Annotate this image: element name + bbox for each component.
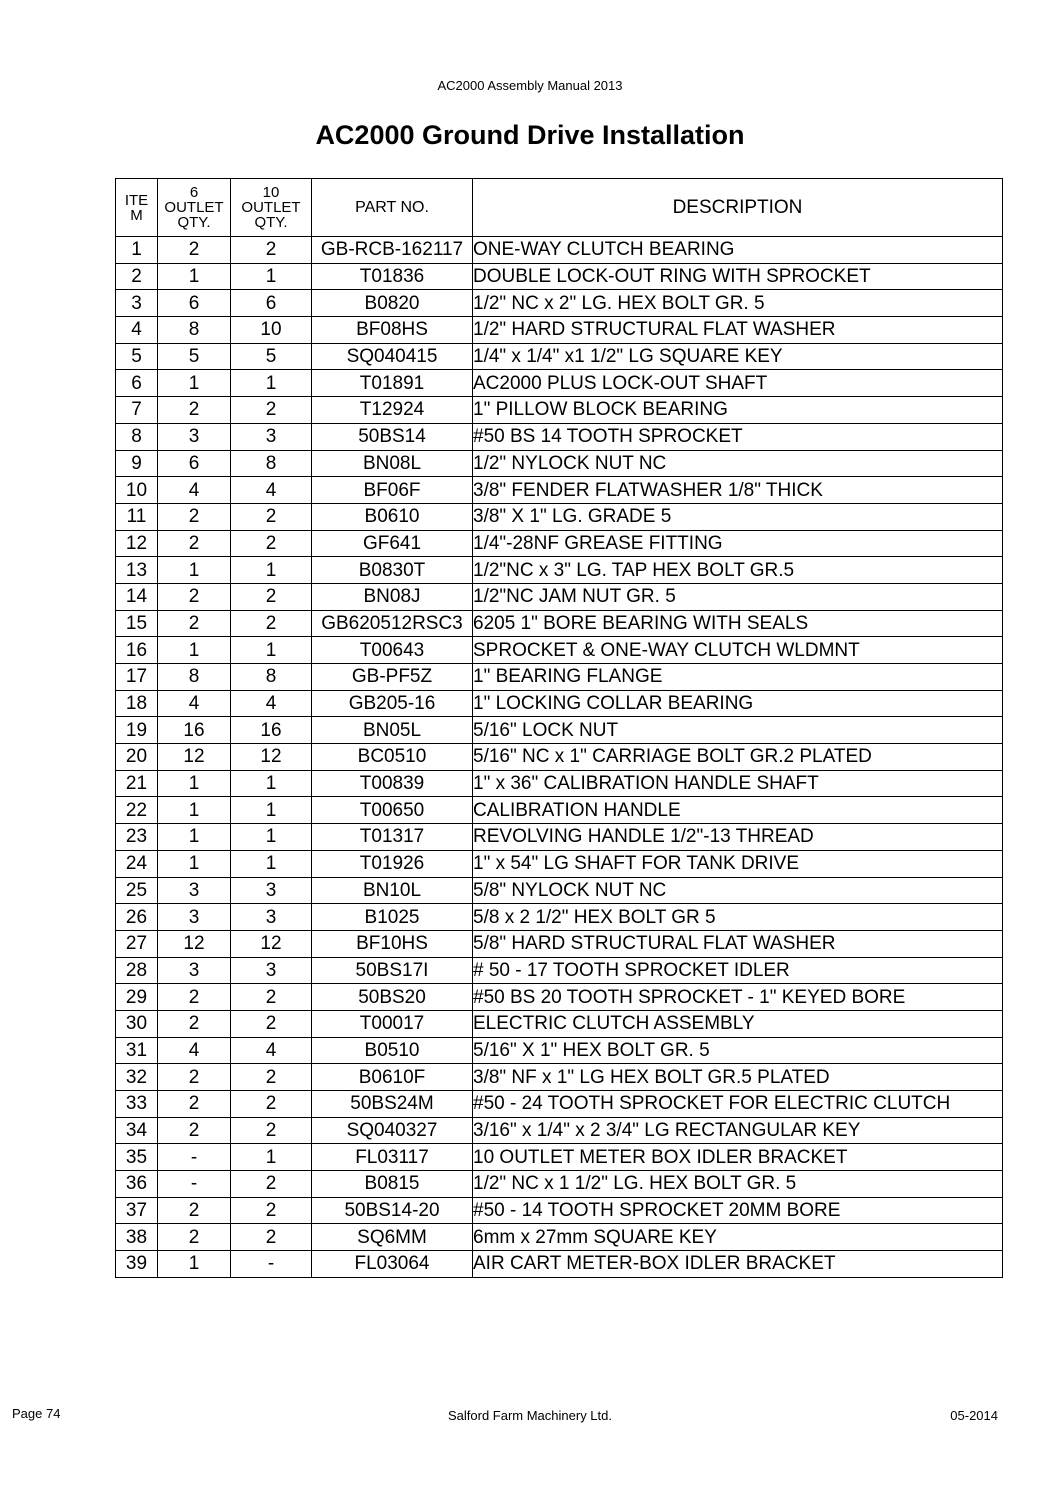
item-cell: 10 [116,477,158,504]
table-row [116,690,1003,717]
item-column-header [116,179,158,237]
qty6-header-line: 6 [189,184,199,201]
table-row [116,637,1003,664]
parts-table [115,178,1003,1278]
description-cell: 5/16" LOCK NUT [473,717,1003,744]
description-cell: 5/8 x 2 1/2" HEX BOLT GR 5 [473,904,1003,931]
qty10-cell: 1 [231,797,312,824]
qty6-header-line: OUTLET [164,199,224,216]
item-cell: 25 [116,877,158,904]
qty6-cell: 3 [158,423,231,450]
part-no-cell: T12924 [312,397,473,424]
part-no-cell: T01926 [312,850,473,877]
qty10-cell: 2 [231,984,312,1011]
item-cell: 13 [116,557,158,584]
item-cell: 30 [116,1010,158,1037]
table-row [116,984,1003,1011]
qty6-cell: 2 [158,1197,231,1224]
part-no-cell: T01891 [312,370,473,397]
part-no-cell: BN08J [312,583,473,610]
item-cell: 15 [116,610,158,637]
description-cell: 6mm x 27mm SQUARE KEY [473,1224,1003,1251]
description-column-header: DESCRIPTION [473,179,1003,237]
item-cell: 12 [116,530,158,557]
qty6-cell: 5 [158,343,231,370]
qty6-cell: - [158,1144,231,1171]
part-no-cell: GF641 [312,530,473,557]
part-no-cell: BF08HS [312,317,473,344]
item-cell: 17 [116,664,158,691]
part-no-cell: BN08L [312,450,473,477]
description-cell: 3/16" x 1/4" x 2 3/4" LG RECTANGULAR KEY [473,1117,1003,1144]
qty6-cell: 16 [158,717,231,744]
part-no-cell: 50BS17I [312,957,473,984]
part-no-cell: FL03117 [312,1144,473,1171]
item-cell: 23 [116,824,158,851]
qty6-cell: 6 [158,450,231,477]
part-no-cell: SQ040327 [312,1117,473,1144]
qty10-cell: 3 [231,877,312,904]
description-cell: 1/2"NC JAM NUT GR. 5 [473,583,1003,610]
qty10-column-header [231,179,312,237]
qty10-cell: 2 [231,610,312,637]
page-number: Page 74 [12,1406,61,1421]
item-cell: 16 [116,637,158,664]
table-row [116,503,1003,530]
qty6-cell: 2 [158,1064,231,1091]
item-cell: 32 [116,1064,158,1091]
qty6-cell: 1 [158,1251,231,1278]
item-cell: 20 [116,744,158,771]
description-cell: 3/8" X 1" LG. GRADE 5 [473,503,1003,530]
qty10-cell: - [231,1251,312,1278]
manual-header: AC2000 Assembly Manual 2013 [437,78,623,93]
item-cell: 2 [116,263,158,290]
table-row [116,904,1003,931]
qty6-cell: 2 [158,583,231,610]
table-row [116,797,1003,824]
qty10-cell: 1 [231,370,312,397]
qty6-cell: 4 [158,690,231,717]
part-no-cell: B0830T [312,557,473,584]
part-no-cell: 50BS14-20 [312,1197,473,1224]
item-cell: 28 [116,957,158,984]
qty6-cell: 1 [158,263,231,290]
qty6-cell: 3 [158,877,231,904]
description-cell: DOUBLE LOCK-OUT RING WITH SPROCKET [473,263,1003,290]
item-cell: 35 [116,1144,158,1171]
table-row [116,477,1003,504]
description-cell: 1" PILLOW BLOCK BEARING [473,397,1003,424]
table-row [116,530,1003,557]
description-cell: 5/16" NC x 1" CARRIAGE BOLT GR.2 PLATED [473,744,1003,771]
qty6-cell: 1 [158,797,231,824]
item-cell: 22 [116,797,158,824]
part-no-cell: T00017 [312,1010,473,1037]
qty10-cell: 2 [231,503,312,530]
revision-date: 05-2014 [950,1408,998,1423]
description-cell: AIR CART METER-BOX IDLER BRACKET [473,1251,1003,1278]
qty10-cell: 8 [231,450,312,477]
qty10-cell: 1 [231,637,312,664]
item-cell: 21 [116,770,158,797]
item-cell: 14 [116,583,158,610]
part-no-cell: SQ6MM [312,1224,473,1251]
qty10-cell: 1 [231,824,312,851]
description-cell: 1/2" HARD STRUCTURAL FLAT WASHER [473,317,1003,344]
item-header-line: M [130,206,143,224]
description-cell: 3/8" FENDER FLATWASHER 1/8" THICK [473,477,1003,504]
table-row [116,290,1003,317]
qty6-cell: 4 [158,477,231,504]
description-cell: 1/2" NC x 1 1/2" LG. HEX BOLT GR. 5 [473,1171,1003,1198]
part-no-cell: T00650 [312,797,473,824]
description-cell: 1/2"NC x 3" LG. TAP HEX BOLT GR.5 [473,557,1003,584]
table-row [116,744,1003,771]
qty10-cell: 2 [231,237,312,264]
table-row [116,1037,1003,1064]
qty6-cell: - [158,1171,231,1198]
item-cell: 7 [116,397,158,424]
description-cell: 5/8" HARD STRUCTURAL FLAT WASHER [473,930,1003,957]
description-cell: 10 OUTLET METER BOX IDLER BRACKET [473,1144,1003,1171]
table-header-row [116,179,1003,237]
qty10-cell: 12 [231,744,312,771]
table-row [116,877,1003,904]
description-cell: 1/4" x 1/4" x1 1/2" LG SQUARE KEY [473,343,1003,370]
part-no-cell: B0820 [312,290,473,317]
qty6-cell: 1 [158,370,231,397]
part-no-cell: 50BS24M [312,1091,473,1118]
part-no-cell: B0610F [312,1064,473,1091]
description-cell: 1/2" NC x 2" LG. HEX BOLT GR. 5 [473,290,1003,317]
table-row [116,557,1003,584]
item-cell: 18 [116,690,158,717]
page-title: AC2000 Ground Drive Installation [315,120,745,150]
table-row [116,450,1003,477]
qty10-cell: 2 [231,1117,312,1144]
table-row [116,717,1003,744]
part-no-cell: B0610 [312,503,473,530]
qty6-cell: 12 [158,744,231,771]
item-cell: 37 [116,1197,158,1224]
description-cell: 1" BEARING FLANGE [473,664,1003,691]
description-cell: #50 - 24 TOOTH SPROCKET FOR ELECTRIC CLUTCH [473,1091,1003,1118]
qty6-cell: 2 [158,237,231,264]
qty6-cell: 6 [158,290,231,317]
qty6-cell: 2 [158,1224,231,1251]
item-header-line: ITE [124,191,149,209]
table-row [116,664,1003,691]
item-cell: 5 [116,343,158,370]
part-no-cell: 50BS20 [312,984,473,1011]
qty6-cell: 1 [158,770,231,797]
part-no-cell: B0510 [312,1037,473,1064]
qty10-header-line: OUTLET [241,199,301,216]
item-cell: 9 [116,450,158,477]
table-row [116,1197,1003,1224]
part-no-cell: 50BS14 [312,423,473,450]
item-cell: 39 [116,1251,158,1278]
part-no-cell: T00839 [312,770,473,797]
description-cell: ELECTRIC CLUTCH ASSEMBLY [473,1010,1003,1037]
table-row [116,317,1003,344]
qty6-cell: 1 [158,557,231,584]
item-cell: 29 [116,984,158,1011]
item-cell: 6 [116,370,158,397]
qty6-cell: 2 [158,1117,231,1144]
qty10-cell: 2 [231,397,312,424]
description-cell: ONE-WAY CLUTCH BEARING [473,237,1003,264]
qty10-cell: 4 [231,1037,312,1064]
qty6-cell: 2 [158,984,231,1011]
description-cell: REVOLVING HANDLE 1/2"-13 THREAD [473,824,1003,851]
qty10-cell: 2 [231,1091,312,1118]
qty10-cell: 2 [231,1010,312,1037]
description-cell: 6205 1" BORE BEARING WITH SEALS [473,610,1003,637]
table-row [116,1091,1003,1118]
table-row [116,263,1003,290]
qty6-cell: 8 [158,317,231,344]
item-cell: 4 [116,317,158,344]
qty10-cell: 2 [231,1064,312,1091]
qty6-cell: 1 [158,637,231,664]
item-cell: 34 [116,1117,158,1144]
part-no-cell: GB205-16 [312,690,473,717]
qty6-cell: 2 [158,1010,231,1037]
qty6-column-header [158,179,231,237]
qty10-cell: 2 [231,583,312,610]
qty6-cell: 2 [158,503,231,530]
table-row [116,1171,1003,1198]
part-no-cell: BF10HS [312,930,473,957]
part-no-cell: SQ040415 [312,343,473,370]
part-no-column-header: PART NO. [312,179,473,237]
description-cell: 5/8" NYLOCK NUT NC [473,877,1003,904]
description-cell: SPROCKET & ONE-WAY CLUTCH WLDMNT [473,637,1003,664]
qty10-cell: 3 [231,904,312,931]
qty10-cell: 2 [231,530,312,557]
part-no-cell: BN10L [312,877,473,904]
company-name: Salford Farm Machinery Ltd. [447,1408,612,1423]
qty10-cell: 3 [231,423,312,450]
qty6-cell: 3 [158,957,231,984]
table-row [116,1144,1003,1171]
table-row [116,370,1003,397]
description-cell: CALIBRATION HANDLE [473,797,1003,824]
description-cell: #50 BS 14 TOOTH SPROCKET [473,423,1003,450]
table-row [116,957,1003,984]
table-row [116,343,1003,370]
item-cell: 26 [116,904,158,931]
qty6-cell: 1 [158,824,231,851]
qty10-cell: 1 [231,850,312,877]
qty10-cell: 1 [231,263,312,290]
item-cell: 31 [116,1037,158,1064]
table-row [116,610,1003,637]
qty10-cell: 2 [231,1224,312,1251]
table-row [116,1117,1003,1144]
qty10-cell: 1 [231,770,312,797]
item-cell: 3 [116,290,158,317]
part-no-cell: FL03064 [312,1251,473,1278]
item-cell: 1 [116,237,158,264]
item-cell: 36 [116,1171,158,1198]
qty10-cell: 8 [231,664,312,691]
part-no-cell: BF06F [312,477,473,504]
item-cell: 19 [116,717,158,744]
part-no-cell: BN05L [312,717,473,744]
qty6-cell: 2 [158,530,231,557]
qty6-cell: 2 [158,397,231,424]
item-cell: 38 [116,1224,158,1251]
part-no-cell: BC0510 [312,744,473,771]
description-cell: # 50 - 17 TOOTH SPROCKET IDLER [473,957,1003,984]
table-row [116,1224,1003,1251]
description-cell: 5/16" X 1" HEX BOLT GR. 5 [473,1037,1003,1064]
description-cell: #50 BS 20 TOOTH SPROCKET - 1" KEYED BORE [473,984,1003,1011]
part-no-cell: GB-RCB-162117 [312,237,473,264]
qty6-cell: 2 [158,1091,231,1118]
description-cell: 1" x 36" CALIBRATION HANDLE SHAFT [473,770,1003,797]
item-cell: 27 [116,930,158,957]
table-row [116,1010,1003,1037]
qty6-cell: 4 [158,1037,231,1064]
qty10-cell: 1 [231,1144,312,1171]
table-row [116,770,1003,797]
description-cell: AC2000 PLUS LOCK-OUT SHAFT [473,370,1003,397]
item-cell: 8 [116,423,158,450]
part-no-cell: GB620512RSC3 [312,610,473,637]
table-row [116,583,1003,610]
part-no-cell: GB-PF5Z [312,664,473,691]
qty10-cell: 2 [231,1197,312,1224]
part-no-cell: T01836 [312,263,473,290]
qty10-cell: 3 [231,957,312,984]
qty10-cell: 16 [231,717,312,744]
qty10-cell: 2 [231,1171,312,1198]
table-row [116,423,1003,450]
qty10-cell: 6 [231,290,312,317]
qty10-cell: 1 [231,557,312,584]
table-row [116,1064,1003,1091]
table-row [116,824,1003,851]
description-cell: 1/2" NYLOCK NUT NC [473,450,1003,477]
item-cell: 33 [116,1091,158,1118]
qty10-header-line: 10 [262,184,280,201]
part-no-cell: T00643 [312,637,473,664]
qty6-header-line: QTY. [177,214,211,231]
description-cell: 1" LOCKING COLLAR BEARING [473,690,1003,717]
qty10-cell: 4 [231,477,312,504]
qty6-cell: 12 [158,930,231,957]
qty6-cell: 3 [158,904,231,931]
item-cell: 11 [116,503,158,530]
table-row [116,930,1003,957]
qty10-cell: 4 [231,690,312,717]
qty6-cell: 2 [158,610,231,637]
qty10-header-line: QTY. [254,214,288,231]
item-cell: 24 [116,850,158,877]
description-cell: 1" x 54" LG SHAFT FOR TANK DRIVE [473,850,1003,877]
parts-table-body [116,237,1003,1278]
qty6-cell: 1 [158,850,231,877]
table-row [116,237,1003,264]
table-row [116,397,1003,424]
description-cell: 1/4"-28NF GREASE FITTING [473,530,1003,557]
qty6-cell: 8 [158,664,231,691]
qty10-cell: 5 [231,343,312,370]
table-row [116,850,1003,877]
part-no-cell: B0815 [312,1171,473,1198]
description-cell: #50 - 14 TOOTH SPROCKET 20MM BORE [473,1197,1003,1224]
part-no-cell: B1025 [312,904,473,931]
table-row [116,1251,1003,1278]
description-cell: 3/8" NF x 1" LG HEX BOLT GR.5 PLATED [473,1064,1003,1091]
qty10-cell: 10 [231,317,312,344]
part-no-cell: T01317 [312,824,473,851]
qty10-cell: 12 [231,930,312,957]
